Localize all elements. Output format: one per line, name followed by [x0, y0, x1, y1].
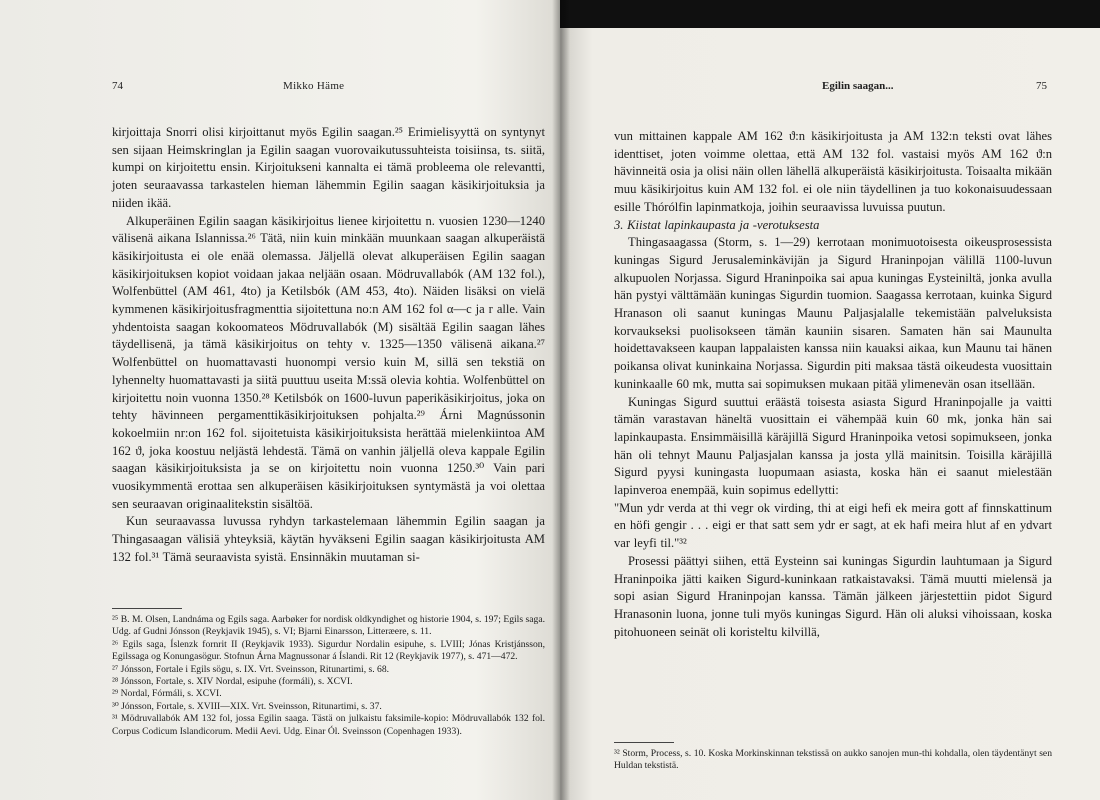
- right-page: [560, 0, 1100, 800]
- footnote: ³⁰ Jónsson, Fortale, s. XVIII—XIX. Vrt. Sveinsson, Ritunartimi, s. 37.: [112, 700, 382, 712]
- footnote: ³² Storm, Process, s. 10. Koska Morkinskinnan tekstissä on aukko sanojen mun-thi kohdalla, olen täydentänyt sen Huldan tekstistä.: [614, 748, 1052, 772]
- left-body: [112, 124, 545, 567]
- footnote-rule: [112, 608, 182, 609]
- quotation: "Mun ydr verda at thi vegr ok virding, thi at eigi hefi ek meira gott af finnskattinum en höfi gengir . . . eigi er that satt sem ydr er sagt, at ek hafi meira hlut af en ydvart var leyfi til."³²: [614, 500, 1052, 551]
- scan-top-shadow: [560, 0, 1100, 28]
- paragraph: Alkuperäinen Egilin saagan käsikirjoitus lienee kirjoitettu n. vuosien 1230—1240 välisenä aikana Islannissa.²⁶ Tätä, niin kuin minkään muunkaan saagan alkuperäistä käsikirjoitusta ei ole enää olemassa. Jäljellä olevat alkuperäisen Egilin saagan käsikirjoituksen kopiot voidaan jakaa neljään osaan. Mödruvallabók (AM 132 fol.), Wolfenbüttel (AM 461, 4to) ja Ketilsbók (AM 453, 4to). Näiden lisäksi on vielä kymmenen käsikirjoitusfragmenttia sijoitettuna no:n AM 162 fol α—c ja r alle. Vain yhdentoista saagan kokoomateos Mödruvallabók (M) sisältää Egilin saagan lähes täydellisenä, ja tämä käsikirjoitus on tehty v. 1325—1350 välisenä aikana.²⁷ Wolfenbüttel on huomattavasti huonompi versio kuin M, sillä sen tekstiä on lyhennelty huomattavasti ja siitä puuttuu useita M:ssä olevia kohtia. Wolfenbüttel on kirjoitettu noin vuonna 1350.²⁸ Ketilsbók on 1600-luvun paperikäsikirjoitus, joka on tehty hävinneen pergamenttikäsikirjoituksen pohjalta.²⁹ Árni Magnússonin kokoelmiin nr:on 162 fol. sijoitetuista käsikirjoituksista herättää mielenkiintoa AM 162 ϑ, joka koostuu neljästä lehdestä. Tämä on vanhin jäljellä oleva kappale Egilin saagan käsikirjoituksista ja se on kirjoitettu noin vuonna 1250.³⁰ Vain pari vuosikymmentä erottaa sen alkuperäisen käsikirjoituksen syntymästä ja voi olettaa sen seuraavan originaalitekstin sisältöä.: [112, 213, 545, 511]
- footnote: ²⁶ Egils saga, Íslenzk fornrit II (Reykjavik 1933). Sigurdur Nordalin esipuhe, s. LVIII; Jónas Kristjánsson, Egilssaga og Konungasögur. Stofnun Árna Magnussonar á Íslandi. Rit 12 (Reykjavik 1977), s. 471—472.: [112, 638, 545, 663]
- book-gutter: [552, 0, 570, 800]
- footnote-rule: [614, 742, 674, 743]
- footnote: ³¹ Mödruvallabók AM 132 fol, jossa Egilin saaga. Tästä on julkaistu faksimile-kopio: Mödruvallabók 132 fol. Corpus Codicum Islandicorum. Medii Aevi. Udg. Einar Ól. Sveinsson (Copenhagen 1933).: [112, 713, 545, 737]
- footnote: ²⁷ Jónsson, Fortale i Egils sögu, s. IX. Vrt. Sveinsson, Ritunartimi, s. 68.: [112, 663, 390, 675]
- paragraph: Thingasaagassa (Storm, s. 1—29) kerrotaan monimuotoisesta oikeusprosessista kuningas Sigurd Jerusaleminkävijän ja Sigurd Hraninpojan välillä 1100-luvun alkupuolen Norjassa. Sigurd Hraninpoika sai apua kuningas Eysteiniltä, jonka avulla hän pystyi välttämään kuningas Sigurdin tuomion. Saagassa kerrotaan, kuinka Sigurd Hranason oli saanut kuningas Maunu Paljasjalalle tekemistään palveluksista korvaukseksi puolisokseen tämän kauniin sisaren. Samaten hän sai Maunulta hoidettavakseen kaupan lappalaisten kanssa niin kauaksi aikaa, kun Maunu tai hänen poikansa olivat kuninkaina Norjassa. Sigurdin piti maksaa tästä oikeudesta vuosittain kuninkaalle 60 mk, mutta sai sopimuksen mukaan pitää ylimenevän osan itsellään.: [614, 235, 1052, 391]
- footnote: ²⁵ B. M. Olsen, Landnáma og Egils saga. Aarbøker for nordisk oldkyndighet og historie 1904, s. 197; Egils saga. Udg. af Gudni Jónsson (Reykjavik 1945), s. VI; Bjarni Einarsson, Litteræere, s. 11.: [112, 614, 545, 638]
- paragraph: kirjoittaja Snorri olisi kirjoittanut myös Egilin saagan.²⁵ Erimielisyyttä on syntynyt sen sijaan Heimskringlan ja Egilin saagan vuorovaikutussuhteista toisiinsa, ts. siitä, kumpi on kirjoitettu ensin. Kirjoitukseni kannalta ei tämä probleema ole relevantti, joten seuraavassa tarkastelen hieman lähemmin Egilin saagan käsikirjoituksia ja niiden ikää.: [112, 125, 545, 210]
- paragraph: Kun seuraavassa luvussa ryhdyn tarkastelemaan lähemmin Egilin saagan ja Thingasaagan välisiä yhteyksiä, käytän hyväkseni Egilin saagan käsikirjoitusta AM 132 fol.³¹ Tämä seuraavista syistä. Ensinnäkin muutaman si-: [112, 514, 545, 564]
- paragraph: Kuningas Sigurd suuttui eräästä toisesta asiasta Sigurd Hraninpojalle ja vaitti tämän varastavan häneltä vuosittain ei vähempää kuin 60 mk, jonka hän sai lapinkaupasta. Ensimmäisillä käräjillä Sigurd Hraninpoika vetosi sopimukseen, jonka hän oli tehnyt Maunu Paljasjalan kanssa ja josta yllä mainitsin. Toisilla käräjillä Sigurd pyysi kuningasta luopumaan asiasta, koska hän ei saanut mielestään lapinveroa enempää, kuin sopimus edellytti:: [614, 394, 1052, 498]
- right-page-number: 75: [1036, 80, 1047, 92]
- right-footnotes: [614, 748, 1052, 773]
- left-page-number: 74: [112, 80, 123, 92]
- right-body: [614, 128, 1052, 641]
- footnote: ²⁸ Jónsson, Fortale, s. XIV Nordal, esipuhe (formáli), s. XCVI.: [112, 676, 353, 688]
- paragraph: Prosessi päättyi siihen, että Eysteinn sai kuningas Sigurdin lauhtumaan ja Sigurd Hraninpoika jätti kaiken Sigurd-kuninkaan ratkaistavaksi. Tämä muutti mielensä ja sopi asian Sigurd Hraninpojan kanssa. Tämän jälkeen järjestettiin pidot Sigurd Hranasonin luona, jonne tuli myös kuningas Sigurd. Hän oli aluksi vihoissaan, koska pitohuoneen seinät oli koristeltu kilvillä,: [614, 553, 1052, 639]
- right-running-head: Egilin saagan...: [822, 80, 894, 92]
- left-footnotes: [112, 614, 545, 738]
- footnote: ²⁹ Nordal, Fórmáli, s. XCVI.: [112, 688, 222, 700]
- section-heading: 3. Kiistat lapinkaupasta ja -verotuksesta: [614, 217, 820, 232]
- paragraph: vun mittainen kappale AM 162 ϑ:n käsikirjoitusta ja AM 132:n teksti ovat lähes identtiset, joten voimme olettaa, että AM 132 fol. vastaisi myös AM 162 ϑ:n hävinneitä osia ja olisi näin ollen lähellä alkuperäistä käsikirjoitusta. Toisaalta mikään muu käsikirjoitus kuin AM 132 fol. ei ole niin täydellinen ja tuo kokonaisuudessaan esille Thórólfin lapinmatkoja, joihin seuraavissa luvuissa puutun.: [614, 129, 1052, 214]
- left-running-head: Mikko Häme: [283, 80, 345, 92]
